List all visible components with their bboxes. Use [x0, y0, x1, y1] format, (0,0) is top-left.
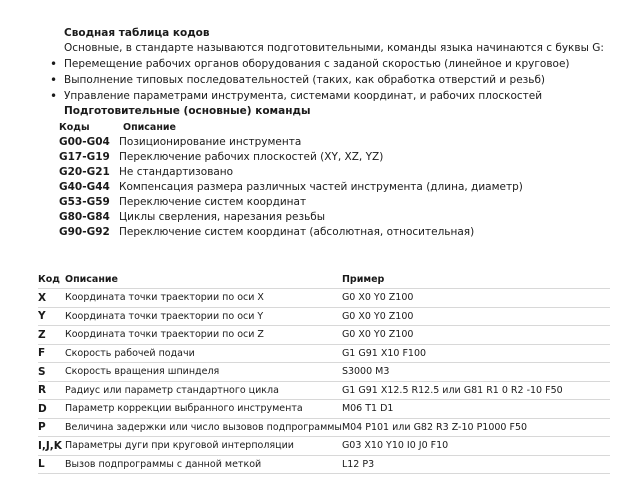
gcode-desc: Компенсация размера различных частей инструмента (длина, диаметр): [119, 180, 523, 193]
gcode-desc: Переключение систем координат (абсолютная, относительная): [119, 225, 475, 238]
address-desc: Радиус или параметр стандартного цикла: [65, 381, 342, 400]
address-desc: Вызов подпрограммы с данной меткой: [65, 455, 342, 474]
table-row: [58, 134, 523, 149]
gcodes-header-row: [58, 120, 523, 134]
address-table: [38, 270, 610, 474]
address-code: P: [38, 418, 65, 437]
summary-bullet-list: [50, 56, 635, 104]
address-code: I,J,K: [38, 437, 65, 456]
gcodes-table: [58, 120, 523, 239]
gcode-code: G90-G92: [59, 225, 110, 238]
address-desc: Величина задержки или число вызовов подпрограммы: [65, 418, 342, 437]
address-desc: Скорость вращения шпинделя: [65, 363, 342, 382]
gcode-desc: Переключение систем координат: [119, 195, 307, 208]
gcode-code: G17-G19: [59, 150, 110, 163]
address-desc: Координата точки траектории по оси Z: [65, 326, 342, 345]
address-code: R: [38, 381, 65, 400]
gcodes-title: Подготовительные (основные) команды: [64, 105, 311, 117]
address-desc: Координата точки траектории по оси X: [65, 289, 342, 308]
table-row: [38, 381, 610, 400]
address-example: M06 T1 D1: [342, 400, 610, 419]
table-row: [38, 344, 610, 363]
address-example: G1 G91 X12.5 R12.5 или G81 R1 0 R2 -10 F50: [342, 381, 610, 400]
address-desc: Параметры дуги при круговой интерполяции: [65, 437, 342, 456]
address-header-desc: Описание: [65, 270, 342, 289]
address-header-example: Пример: [342, 270, 610, 289]
address-example: G0 X0 Y0 Z100: [342, 326, 610, 345]
table-row: [38, 437, 610, 456]
address-example: L12 P3: [342, 455, 610, 474]
address-desc: Координата точки траектории по оси Y: [65, 307, 342, 326]
gcode-desc: Циклы сверления, нарезания резьбы: [119, 210, 326, 223]
gcode-desc: Не стандартизовано: [119, 165, 234, 178]
address-code: D: [38, 400, 65, 419]
address-header-row: [38, 270, 610, 289]
address-example: G03 X10 Y10 I0 J0 F10: [342, 437, 610, 456]
address-code: Y: [38, 307, 65, 326]
summary-section: [50, 26, 635, 239]
table-row: [38, 455, 610, 474]
address-example: M04 P101 или G82 R3 Z-10 P1000 F50: [342, 418, 610, 437]
address-code: L: [38, 455, 65, 474]
table-row: [38, 326, 610, 345]
address-desc: Скорость рабочей подачи: [65, 344, 342, 363]
address-example: G1 G91 X10 F100: [342, 344, 610, 363]
gcode-code: G80-G84: [59, 210, 110, 223]
gcodes-header-desc: Описание: [123, 121, 177, 133]
table-row: [58, 164, 523, 179]
address-code: Z: [38, 326, 65, 345]
address-desc: Параметр коррекции выбранного инструмента: [65, 400, 342, 419]
gcode-code: G00-G04: [59, 135, 110, 148]
bullet-item: • Управление параметрами инструмента, системами координат, и рабочих плоскостей: [50, 88, 635, 104]
table-row: [58, 209, 523, 224]
table-row: [38, 307, 610, 326]
summary-title: Сводная таблица кодов: [64, 27, 210, 39]
address-code: F: [38, 344, 65, 363]
address-example: G0 X0 Y0 Z100: [342, 307, 610, 326]
gcode-code: G40-G44: [59, 180, 110, 193]
table-row: [38, 289, 610, 308]
table-row: [58, 149, 523, 164]
gcode-code: G53-G59: [59, 195, 110, 208]
summary-intro: Основные, в стандарте называются подготовительными, команды языка начинаются с буквы G:: [64, 42, 604, 54]
gcodes-header-code: Коды: [59, 121, 90, 133]
address-code: X: [38, 289, 65, 308]
address-code: S: [38, 363, 65, 382]
table-row: [58, 194, 523, 209]
table-row: [38, 400, 610, 419]
table-row: [58, 179, 523, 194]
address-example: G0 X0 Y0 Z100: [342, 289, 610, 308]
address-section: [38, 270, 610, 474]
table-row: [58, 224, 523, 239]
bullet-item: • Перемещение рабочих органов оборудования с заданой скоростью (линейное и круговое): [50, 56, 635, 72]
address-header-code: Код: [38, 270, 65, 289]
address-example: S3000 M3: [342, 363, 610, 382]
table-row: [38, 418, 610, 437]
bullet-item: • Выполнение типовых последовательностей (таких, как обработка отверстий и резьб): [50, 72, 635, 88]
gcode-desc: Позиционирование инструмента: [119, 135, 302, 148]
gcode-code: G20-G21: [59, 165, 110, 178]
table-row: [38, 363, 610, 382]
gcode-desc: Переключение рабочих плоскостей (XY, XZ, YZ): [119, 150, 384, 163]
